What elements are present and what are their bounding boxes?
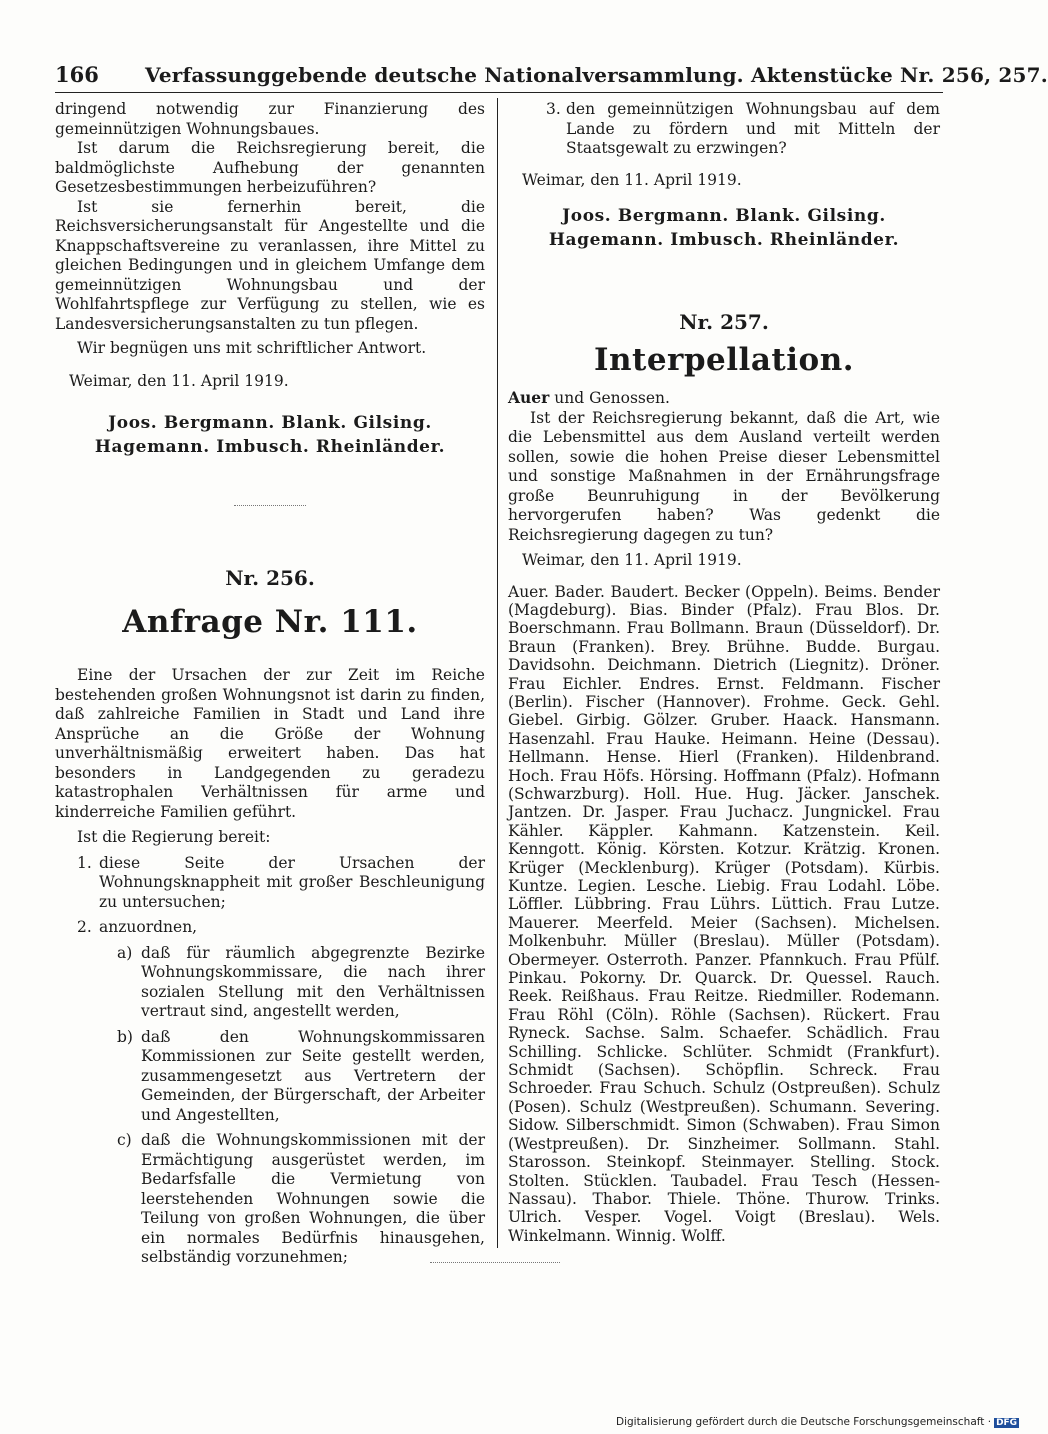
list-item-text: anzuordnen,: [99, 918, 198, 936]
signers-line: Joos. Bergmann. Blank. Gilsing.: [562, 206, 886, 226]
list-item-text: diese Seite der Ursachen der Wohnungsknappheit mit großer Beschleunigung zu untersuchen;: [99, 853, 485, 911]
continued-paragraph: dringend notwendig zur Finanzierung des gemeinnützigen Wohnungsbaues.: [55, 100, 485, 138]
right-column: [508, 100, 940, 1245]
paragraph: Wir begnügen uns mit schriftlicher Antwort.: [77, 339, 427, 357]
author-rest: und Genossen.: [549, 389, 670, 407]
credit-text: Digitalisierung gefördert durch die Deutsche Forschungsgemeinschaft ·: [616, 1416, 992, 1428]
digitization-credit: [616, 1416, 1019, 1428]
document-number: Nr. 256.: [225, 566, 315, 590]
signers-line: Hagemann. Imbusch. Rheinländer.: [548, 230, 900, 250]
page-header: [55, 62, 1048, 93]
signers-line: Joos. Bergmann. Blank. Gilsing.: [108, 413, 432, 433]
list-item-text: daß die Wohnungskommissionen mit der Ermächtigung ausgerüstet werden, im Bedarfsfalle die Vermietung von leerstehenden Wohnungen sowie die Teilung von großen Wohnungen, die über ein normales Bedürfnis hinausgehen, selbständig vorzunehmen;: [141, 1131, 485, 1266]
paragraph: Ist sie fernerhin bereit, die Reichsversicherungsanstalt für Angestellte und die Knappschaftsvereine zu veranlassen, ihre Mittel zu gleichen Bedingungen und in gleichem Umfange dem gemeinnützigen Wohnungsbau und der Wohlfahrtspflege zur Verfügung zu stellen, wie es Landesversicherungsanstalten zu tun pflegen.: [55, 197, 485, 333]
paragraph: Eine der Ursachen der zur Zeit im Reiche bestehenden großen Wohnungsnot ist darin zu finden, daß zahlreiche Familien in Stadt und Land ihre Ansprüche an die Größe der Wohnung unverhältnismäßig erweitert haben. Das hat besonders in Landgegenden zu geradezu katastrophalen Verhältnissen für arme und kinderreiche Familien geführt.: [55, 666, 485, 821]
list-marker: 2.: [77, 918, 92, 936]
signatories-list: Auer. Bader. Baudert. Becker (Oppeln). Beims. Bender (Magdeburg). Bias. Binder (Pfalz). Frau Blos. Dr. Boerschmann. Frau Bollmann. Braun (Düsseldorf). Dr. Braun (Franken). Brey. Brühne. Budde. Burgau. Davidsohn. Deichmann. Dietrich (Liegnitz). Dröner. Frau Eichler. Endres. Ernst. Feldmann. Fischer (Berlin). Fischer (Hannover). Frohme. Geck. Gehl. Giebel. Girbig. Gölzer. Gruber. Haack. Hansmann. Hasenzahl. Frau Hauke. Heimann. Heine (Dessau). Hellmann. Hense. Hierl (Franken). Hildenbrand. Hoch. Frau Höfs. Hörsing. Hoffmann (Pfalz). Hofmann (Schwarzburg). Holl. Hue. Hug. Jäcker. Janschek. Jantzen. Dr. Jasper. Frau Juchacz. Jungnickel. Frau Kähler. Käppler. Kahmann. Katzenstein. Keil. Kenngott. König. Körsten. Kotzur. Krätzig. Kronen. Krüger (Mecklenburg). Krüger (Potsdam). Kürbis. Kuntze. Legien. Lesche. Liebig. Frau Lodahl. Löbe. Löffler. Lübbring. Frau Lührs. Lüttich. Frau Lutze. Mauerer. Meerfeld. Meier (Sachsen). Michelsen. Molkenbuhr. Müller (Breslau). Müller (Potsdam). Obermeyer. Osterroth. Panzer. Pfannkuch. Frau Pfülf. Pinkau. Pokorny. Dr. Quarck. Dr. Quessel. Rauch. Reek. Reißhaus. Frau Reitze. Riedmiller. Rodemann. Frau Röhl (Cöln). Röhle (Sachsen). Rückert. Frau Ryneck. Sachse. Salm. Schaefer. Schädlich. Frau Schilling. Schlicke. Schlüter. Schmidt (Frankfurt). Schmidt (Sachsen). Schöpflin. Schreck. Frau Schroeder. Frau Schuch. Schulz (Ostpreußen). Schulz (Posen). Schulz (Westpreußen). Schumann. Severing. Sidow. Silberschmidt. Simon (Schwaben). Frau Simon (Westpreußen). Dr. Sinzheimer. Sollmann. Stahl. Starosson. Steinkopf. Steinmayer. Stelling. Stock. Stolten. Stücklen. Taubadel. Frau Tesch (Hessen-Nassau). Thabor. Thiele. Thöne. Thurow. Trinks. Ulrich. Vesper. Vogel. Voigt (Breslau). Wels. Winkelmann. Winnig. Wolff.: [508, 582, 940, 1245]
page-number: 166: [55, 62, 99, 87]
author-name: Auer: [508, 388, 550, 407]
document-number: Nr. 257.: [679, 310, 769, 334]
column-divider: [497, 98, 498, 1248]
list-marker: c): [117, 1131, 132, 1149]
author-line: [508, 388, 940, 409]
list-item: [55, 918, 485, 938]
list-marker: b): [117, 1027, 133, 1046]
date-line: Weimar, den 11. April 1919.: [522, 170, 742, 189]
list-subitem: [55, 1131, 485, 1268]
list-item-text: daß den Wohnungskommissaren Kommissionen zur Seite gestellt werden, zusammengesetzt aus Vertretern der Gemeinden, der Bürgerschaft, der Arbeiter und Angestellten,: [141, 1027, 485, 1124]
section-separator: [430, 1262, 560, 1263]
date-line: Weimar, den 11. April 1919.: [69, 371, 289, 390]
question-line: Ist die Regierung bereit:: [77, 828, 271, 846]
list-marker: a): [117, 943, 133, 962]
running-title: Verfassunggebende deutsche Nationalversammlung. Aktenstücke Nr. 256, 257.: [145, 63, 1048, 87]
paragraph: Ist der Reichsregierung bekannt, daß die Art, wie die Lebensmittel aus dem Ausland verteilt werden sollen, sowie die hohen Preise dieser Lebensmittel und sonstige Maßnahmen in der Ernährungsfrage große Beunruhigung in der Bevölkerung hervorgerufen haben? Was gedenkt die Reichsregierung dagegen zu tun?: [508, 408, 940, 544]
signers-line: Hagemann. Imbusch. Rheinländer.: [94, 437, 446, 457]
list-item: [55, 854, 485, 913]
list-item: [508, 100, 940, 159]
list-marker: 1.: [77, 853, 92, 872]
list-item-text: den gemeinnützigen Wohnungsbau auf dem Lande zu fördern und mit Mitteln der Staatsgewalt zu erzwingen?: [566, 100, 940, 157]
dfg-logo: DFG: [996, 1418, 1018, 1428]
list-marker: 3.: [546, 100, 561, 118]
left-column: [55, 100, 485, 1268]
document-title: Interpellation.: [593, 342, 855, 378]
list-subitem: [55, 1028, 485, 1126]
date-line: Weimar, den 11. April 1919.: [522, 551, 742, 569]
list-subitem: [55, 944, 485, 1022]
paragraph: Ist darum die Reichsregierung bereit, die baldmöglichste Aufhebung der genannten Gesetzesbestimmungen herbeizuführen?: [55, 139, 485, 196]
document-title: Anfrage Nr. 111.: [122, 604, 418, 640]
list-item-text: daß für räumlich abgegrenzte Bezirke Wohnungskommissare, die nach ihrer sozialen Stellung mit den Verhältnissen vertraut sind, angestellt werden,: [141, 943, 485, 1020]
